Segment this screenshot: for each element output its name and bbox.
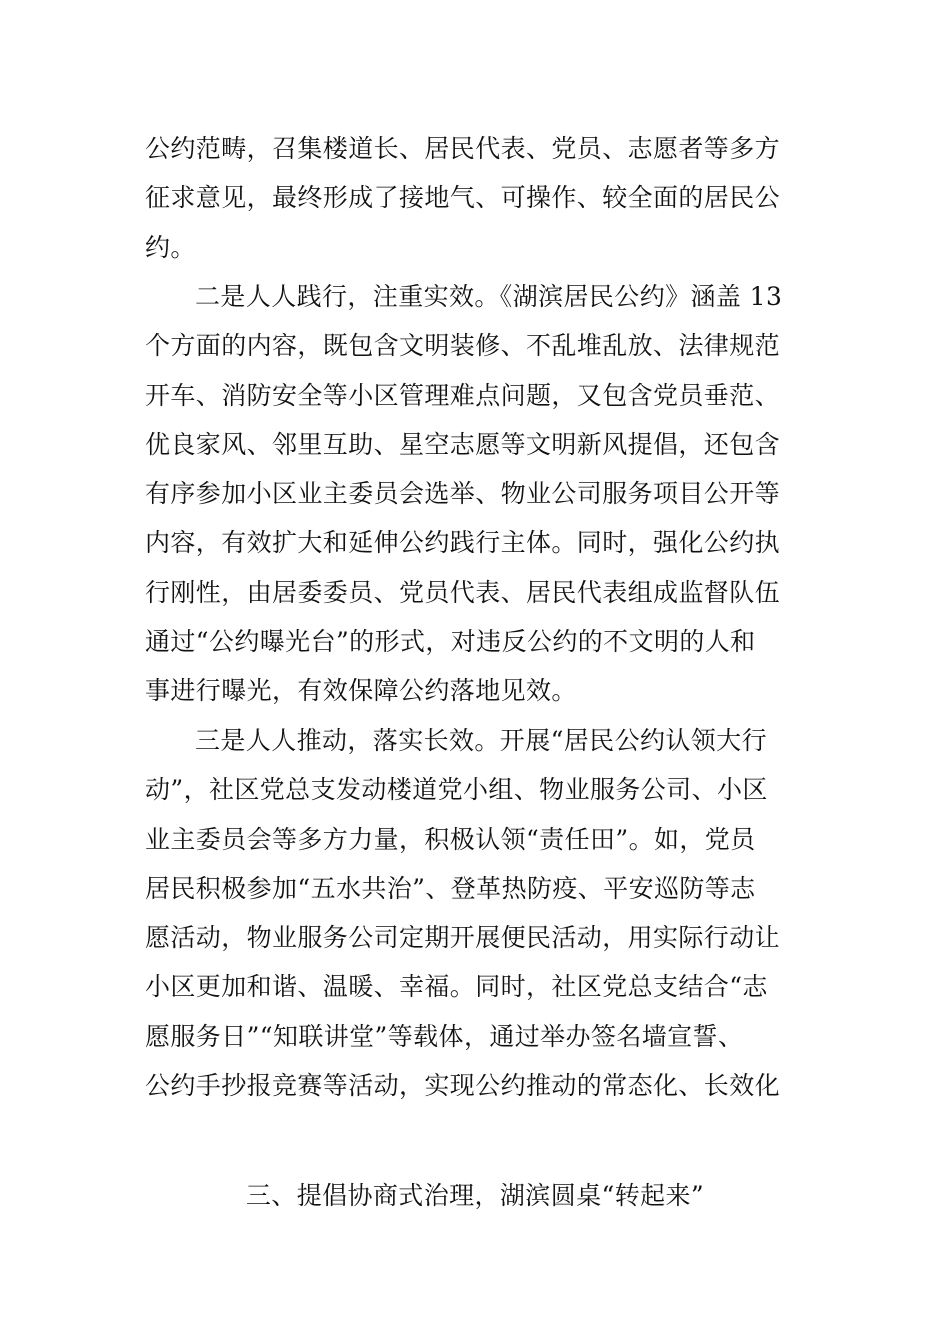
text-line: 事进行曝光，有效保障公约落地见效。 (145, 676, 577, 706)
text-line: 个方面的内容，既包含文明装修、不乱堆乱放、法律规范 (145, 331, 781, 361)
text-line: 内容，有效扩大和延伸公约践行主体。同时，强化公约执 (145, 528, 781, 558)
text-line: 居民积极参加“五水共治”、登革热防疫、平安巡防等志 (145, 873, 756, 903)
text-line: 开车、消防安全等小区管理难点问题，又包含党员垂范、 (145, 380, 781, 410)
text-line: 通过“公约曝光台”的形式，对违反公约的不文明的人和 (145, 627, 756, 657)
text-line: 业主委员会等多方力量，积极认领“责任田”。如，党员 (145, 824, 756, 854)
text-line: 优良家风、邻里互助、星空志愿等文明新风提倡，还包含 (145, 429, 781, 459)
paragraph-2 (145, 272, 810, 716)
text-line: 小区更加和谐、温暖、幸福。同时，社区党总支结合“志 (145, 972, 768, 1002)
paragraph-1 (145, 124, 810, 272)
section-heading: 三、提倡协商式治理，湖滨圆桌“转起来” (245, 1181, 705, 1210)
text-line: 行刚性，由居委委员、党员代表、居民代表组成监督队伍 (145, 577, 781, 607)
text-line: 约。 (145, 232, 196, 262)
text-line: 二是人人践行，注重实效。《湖滨居民公约》涵盖 13 (195, 282, 783, 311)
text-line: 动”，社区党总支发动楼道党小组、物业服务公司、小区 (145, 775, 768, 805)
text-line: 公约范畴，召集楼道长、居民代表、党员、志愿者等多方 (145, 134, 781, 163)
text-line: 愿服务日”“知联讲堂”等载体，通过举办签名墙宣誓、 (145, 1021, 744, 1051)
text-line: 有序参加小区业主委员会选举、物业公司服务项目公开等 (145, 479, 781, 509)
text-line: 征求意见，最终形成了接地气、可操作、较全面的居民公 (145, 183, 781, 213)
text-line: 愿活动，物业服务公司定期开展便民活动，用实际行动让 (145, 923, 781, 953)
paragraph-3 (145, 716, 810, 1110)
text-line: 公约手抄报竞赛等活动，实现公约推动的常态化、长效化 (145, 1071, 781, 1101)
text-line: 三是人人推动，落实长效。开展“居民公约认领大行 (195, 726, 767, 755)
